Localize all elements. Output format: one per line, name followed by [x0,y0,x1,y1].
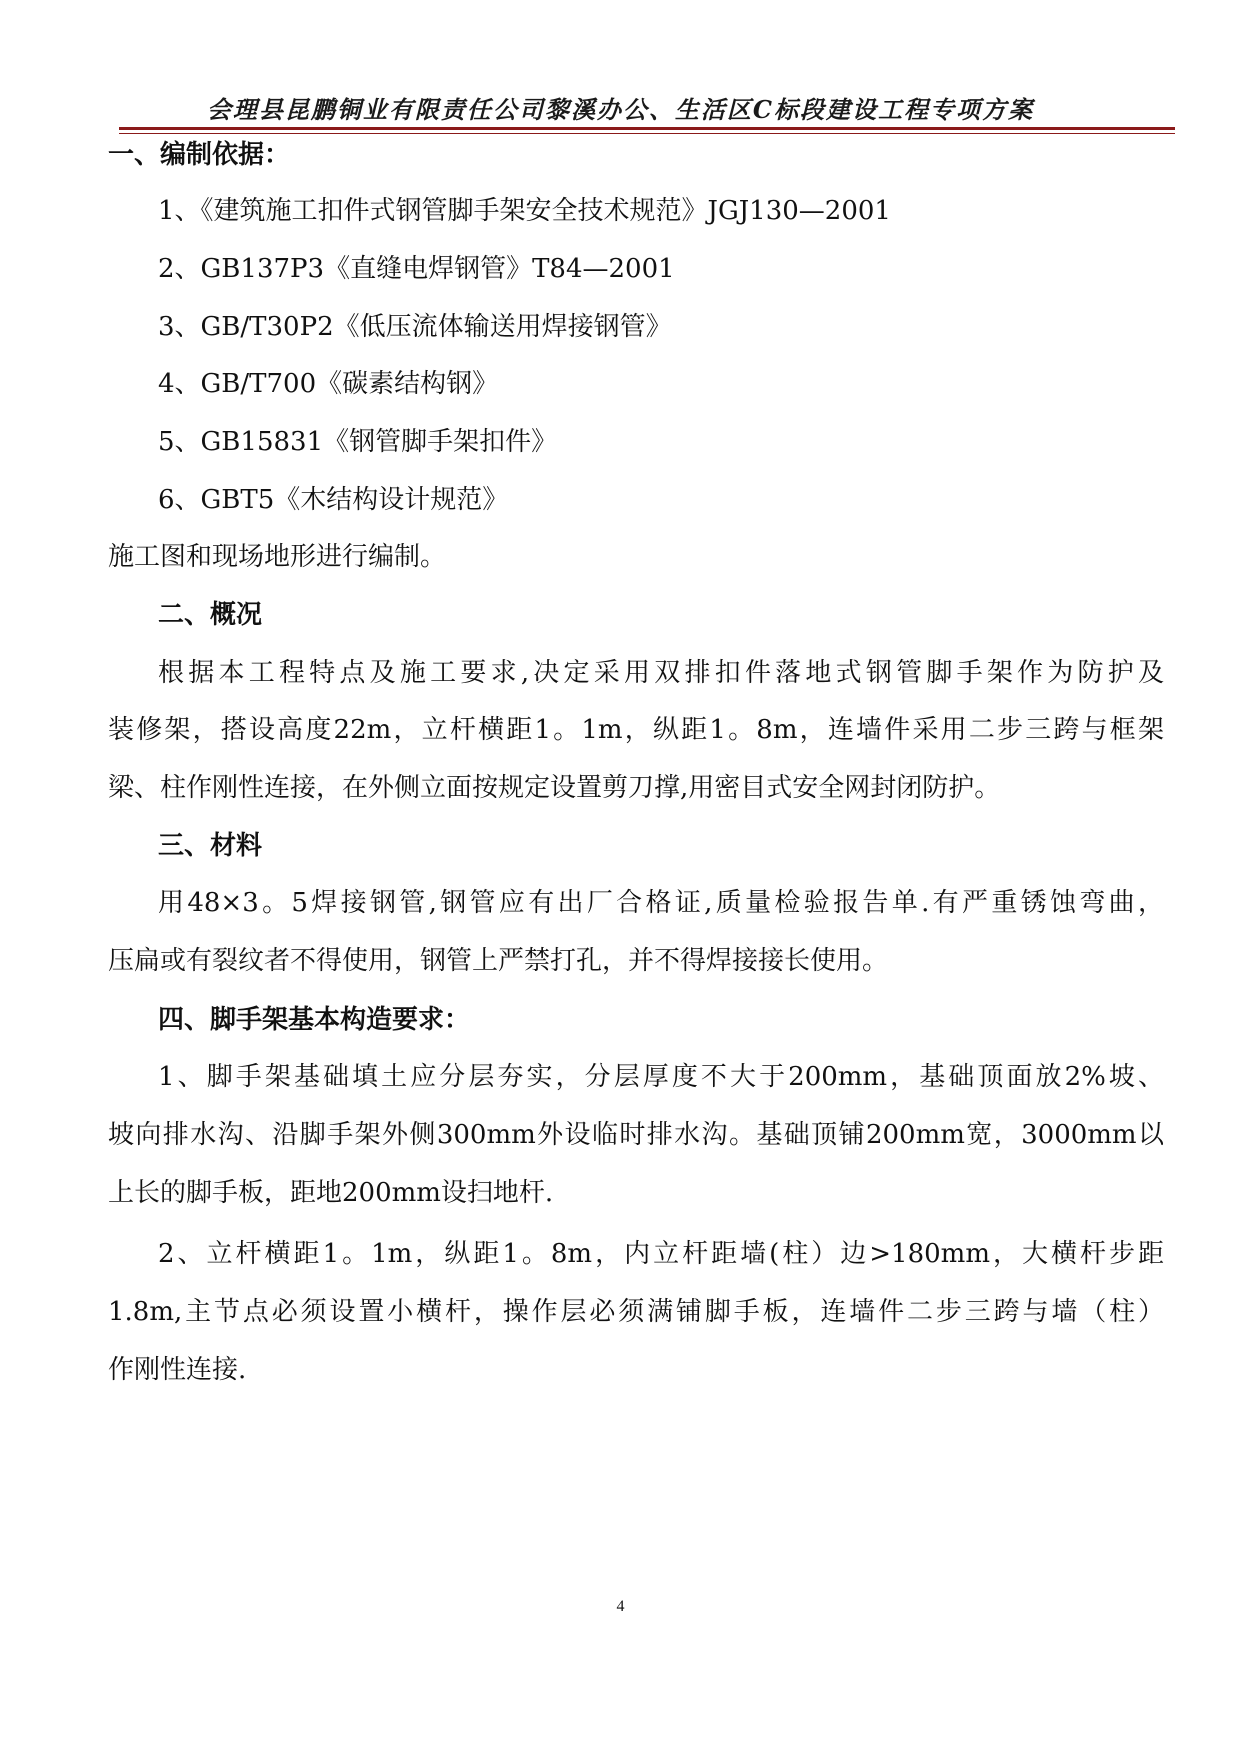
materials-line-1: 用48×3。5焊接钢管,钢管应有出厂合格证,质量检验报告单.有严重锈蚀弯曲， [158,888,1164,918]
section4-heading: 四、脚手架基本构造要求： [158,1005,471,1035]
construction-p1-line-2: 坡向排水沟、沿脚手架外侧300mm外设临时排水沟。基础顶铺200mm宽，3000mm以 [108,1120,1164,1150]
construction-p2-line-3: 作刚性连接. [108,1355,247,1385]
header-rule-thick [119,127,1175,130]
section1-heading: 一、编制依据： [108,140,291,170]
basis-item-3: 3、GB/T30P2《低压流体输送用焊接钢管》 [158,312,672,342]
materials-line-2: 压扁或有裂纹者不得使用，钢管上严禁打孔，并不得焊接接长使用。 [108,946,889,976]
basis-item-5: 5、GB15831《钢管脚手架扣件》 [158,427,558,457]
section2-heading: 二、概况 [158,600,263,630]
construction-p1-line-1: 1、脚手架基础填土应分层夯实，分层厚度不大于200mm，基础顶面放2%坡、 [158,1062,1164,1092]
section3-heading: 三、材料 [158,831,263,861]
construction-p1-line-3: 上长的脚手板，距地200mm设扫地杆. [108,1178,554,1208]
overview-line-1: 根据本工程特点及施工要求,决定采用双排扣件落地式钢管脚手架作为防护及 [158,658,1164,688]
overview-line-2: 装修架，搭设高度22m，立杆横距1。1m，纵距1。8m，连墙件采用二步三跨与框架 [108,715,1164,745]
construction-p2-line-1: 2、立杆横距1。1m，纵距1。8m，内立杆距墙(柱）边>180mm，大横杆步距 [158,1239,1164,1269]
basis-item-6: 6、GBT5《木结构设计规范》 [158,485,509,515]
basis-note: 施工图和现场地形进行编制。 [108,542,447,572]
basis-item-4: 4、GB/T700《碳素结构钢》 [158,369,499,399]
construction-p2-line-2: 1.8m,主节点必须设置小横杆，操作层必须满铺脚手板，连墙件二步三跨与墙（柱） [108,1297,1164,1327]
overview-line-3: 梁、柱作刚性连接，在外侧立面按规定设置剪刀撑,用密目式安全网封闭防护。 [108,773,1001,803]
header-rule-thin [119,133,1175,134]
page-number: 4 [616,1598,625,1615]
basis-item-2: 2、GB137P3《直缝电焊钢管》T84—2001 [158,254,675,284]
document-header-title: 会理县昆鹏铜业有限责任公司黎溪办公、生活区C标段建设工程专项方案 [206,95,1035,124]
basis-item-1: 1、《建筑施工扣件式钢管脚手架安全技术规范》JGJ130—2001 [158,196,891,226]
